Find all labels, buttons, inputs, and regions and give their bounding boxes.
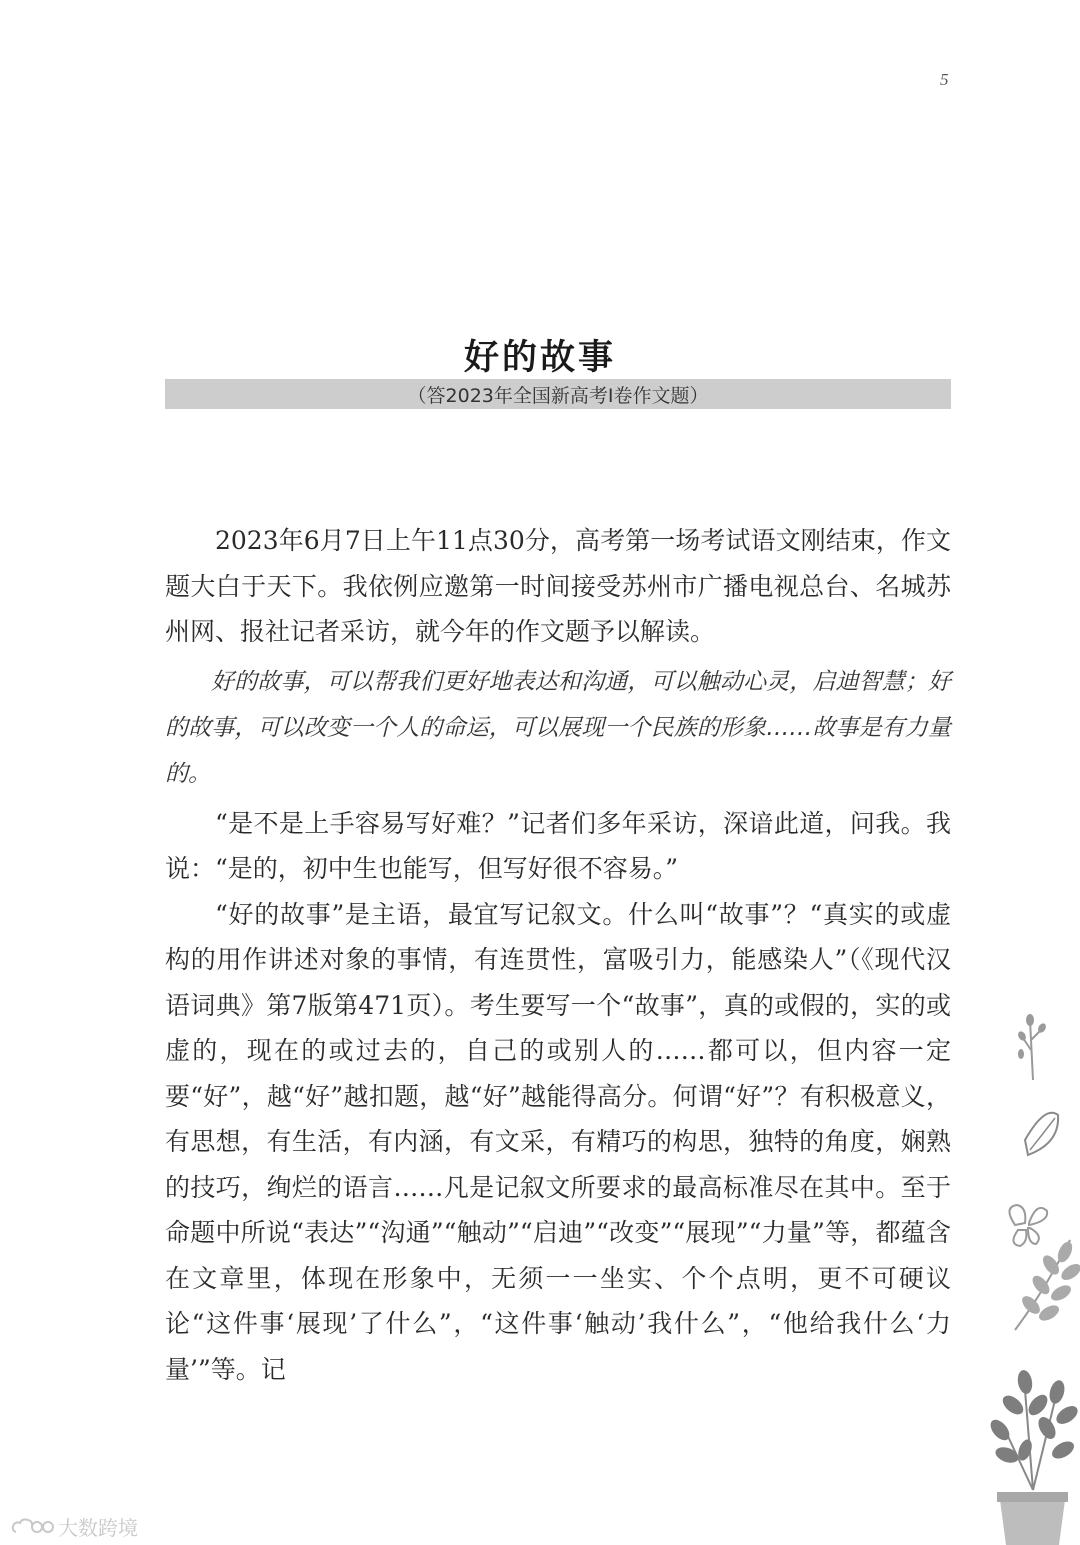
subtitle: （答2023年全国新高考Ⅰ卷作文题） [407, 384, 709, 407]
paragraph-interview: “是不是上手容易写好难？”记者们多年采访，深谙此道，问我。我说：“是的，初中生也能写，但写好很不容易。” [165, 808, 951, 883]
watermark-text: 大数跨境 [58, 1516, 138, 1540]
page-title: 好的故事 [463, 338, 616, 378]
subtitle-bar [165, 379, 951, 409]
paragraph-intro: 2023年6月7日上午11点30分，高考第一场考试语文刚结束，作文题大白于天下。我依例应邀第一时间接受苏州市广播电视总台、名城苏州网、报社记者采访，就今年的作文题予以解读。 [165, 526, 951, 646]
potted-plant-icon [985, 1010, 1080, 1545]
paragraph-prompt-quote: 好的故事，可以帮我们更好地表达和沟通，可以触动心灵，启迪智慧；好的故事，可以改变一个人的命运，可以展现一个民族的形象……故事是有力量的。 [165, 668, 951, 787]
page-number: 5 [940, 70, 949, 89]
cloud-logo-icon [10, 1516, 54, 1538]
watermark [10, 1512, 138, 1541]
article-body [165, 518, 951, 1392]
paragraph-analysis: “好的故事”是主语，最宜写记叙文。什么叫“故事”？“真实的或虚构的用作讲述对象的事情，有连贯性，富吸引力，能感染人”（《现代汉语词典》第7版第471页）。考生要写一个“故事”，真的或假的，实的或虚的，现在的或过去的，自己的或别人的……都可以，但内容一定要“好”，越“好”越扣题，越“好”越能得高分。何谓“好”？有积极意义，有思想，有生活，有内涵，有文采，有精巧的构思，独特的角度，娴熟的技巧，绚烂的语言……凡是记叙文所要求的最高标准尽在其中。至于命题中所说“表达”“沟通”“触动”“启迪”“改变”“展现”“力量”等，都蕴含在文章里，体现在形象中，无须一一坐实、个个点明，更不可硬议论“这件事‘展现’了什么”，“这件事‘触动’我什么”，“他给我什么‘力量’”等。记 [165, 899, 951, 1384]
